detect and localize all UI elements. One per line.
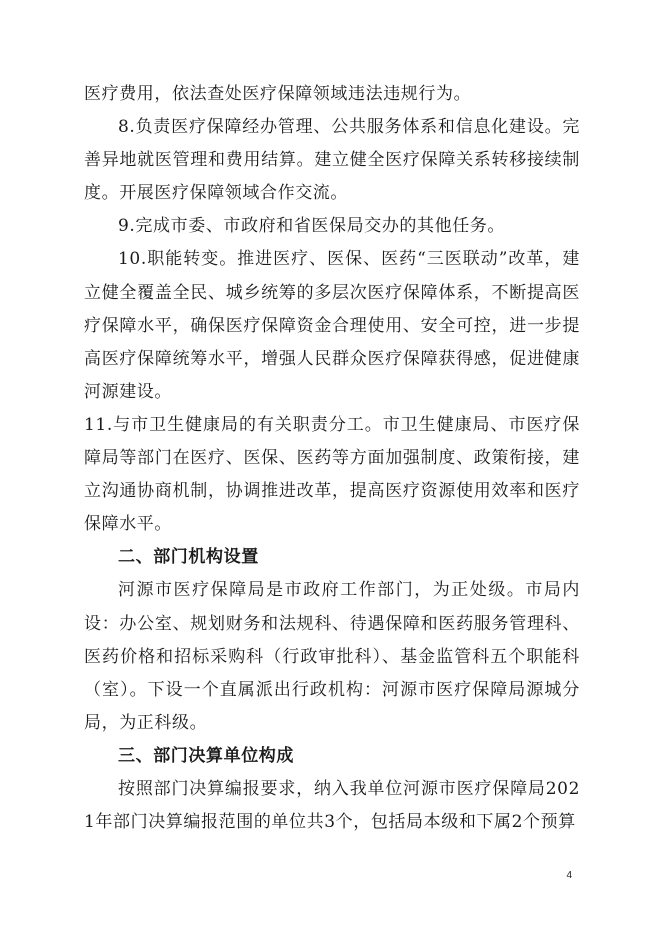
paragraph-item-10: 10.职能转变。推进医疗、医保、医药“三医联动”改革，建立健全覆盖全民、城乡统筹的多层次医疗保障体系，不断提高医疗保障水平，确保医疗保障资金合理使用、安全可控，进一步提高医疗保障统筹水平，增强人民群众医疗保障获得感，促进健康河源建设。 xyxy=(84,249,580,402)
paragraph-item-8: 8.负责医疗保障经办管理、公共服务体系和信息化建设。完善异地就医管理和费用结算。建立健全医疗保障关系转移接续制度。开展医疗保障领域合作交流。 xyxy=(84,117,580,204)
paragraph-units: 按照部门决算编报要求，纳入我单位河源市医疗保障局2021年部门决算编报范围的单位共3个，包括局本级和下属2个预算 xyxy=(84,778,580,833)
section-heading-structure: 二、部门机构设置 xyxy=(118,547,259,568)
paragraph-continuation: 医疗费用，依法查处医疗保障领域违法违规行为。 xyxy=(84,84,472,104)
paragraph-item-9: 9.完成市委、市政府和省医保局交办的其他任务。 xyxy=(118,216,506,237)
paragraph-structure: 河源市医疗保障局是市政府工作部门，为正处级。市局内设：办公室、规划财务和法规科、待遇保障和医药服务管理科、医药价格和招标采购科（行政审批科）、基金监管科五个职能科（室）。下设一个直属派出行政机构：河源市医疗保障局源城分局，为正科级。 xyxy=(84,580,580,733)
section-heading-units: 三、部门决算单位构成 xyxy=(118,745,294,766)
page-number: 4 xyxy=(566,870,572,881)
paragraph-item-11: 11.与市卫生健康局的有关职责分工。市卫生健康局、市医疗保障局等部门在医疗、医保、医药等方面加强制度、政策衔接，建立沟通协商机制，协调推进改革，提高医疗资源使用效率和医疗保障水平。 xyxy=(84,414,580,535)
body-text xyxy=(84,78,580,839)
